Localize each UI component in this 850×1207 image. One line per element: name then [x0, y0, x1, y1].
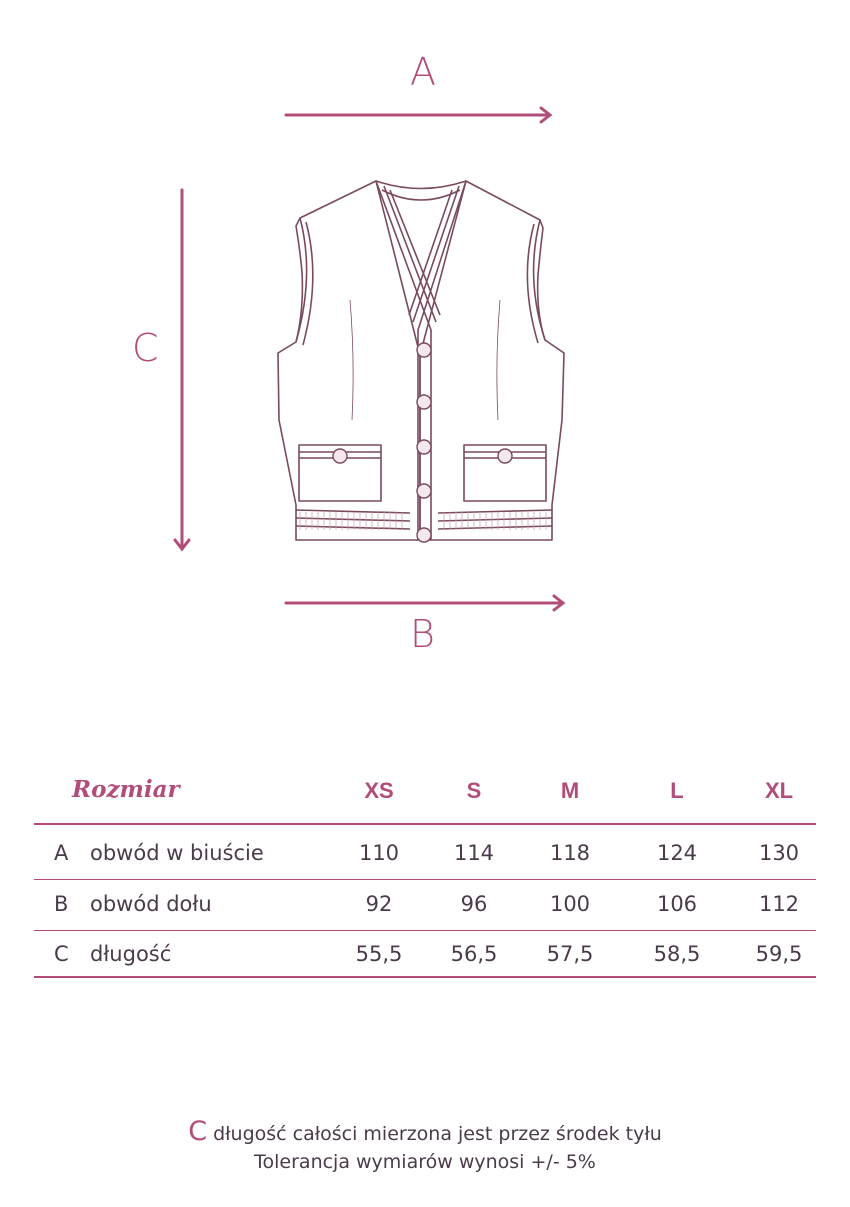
size-xl: XL [764, 778, 794, 803]
pocket-button-left [333, 449, 347, 463]
pocket-button-right [498, 449, 512, 463]
row-letter: A [54, 841, 69, 865]
size-m: M [560, 778, 580, 803]
dimension-label-a: A [410, 50, 436, 94]
row-description: długość [90, 942, 172, 966]
vest-button-4 [417, 484, 431, 498]
size-s: S [466, 778, 482, 803]
dimension-label-c: C [132, 326, 159, 370]
table-row [34, 829, 814, 879]
vest-button-3 [417, 440, 431, 454]
vest-button-2 [417, 395, 431, 409]
cell-value: 112 [758, 892, 800, 916]
size-l: L [670, 778, 684, 803]
vest-button-5 [417, 528, 431, 542]
row-letter: C [54, 942, 69, 966]
cell-value: 106 [656, 892, 698, 916]
row-letter: B [54, 892, 69, 916]
table-row [34, 880, 814, 930]
cell-value: 59,5 [755, 942, 803, 966]
size-xs: XS [364, 778, 394, 803]
cell-value: 100 [549, 892, 591, 916]
cell-value: 114 [453, 841, 495, 865]
footnote-letter: C [188, 1116, 208, 1147]
cell-value: 110 [358, 841, 400, 865]
row-description: obwód w biuście [90, 841, 264, 865]
footnote-tolerance: Tolerancja wymiarów wynosi +/- 5% [254, 1151, 596, 1173]
size-table [34, 770, 814, 966]
dimension-label-b: B [410, 612, 435, 656]
cell-value: 56,5 [450, 942, 498, 966]
cell-value: 92 [365, 892, 393, 916]
vest-button-1 [417, 343, 431, 357]
row-description: obwód dołu [90, 892, 212, 916]
footnote-text: długość całości mierzona jest przez środek tyłu [213, 1123, 662, 1145]
cell-value: 118 [549, 841, 591, 865]
cell-value: 57,5 [546, 942, 594, 966]
cell-value: 96 [460, 892, 488, 916]
footnote-measurement [0, 1116, 850, 1147]
cell-value: 58,5 [653, 942, 701, 966]
table-divider [34, 823, 816, 825]
table-divider [34, 976, 816, 978]
table-row [34, 930, 814, 980]
cell-value: 55,5 [355, 942, 403, 966]
size-header-label: Rozmiar [72, 776, 180, 803]
cell-value: 130 [758, 841, 800, 865]
cell-value: 124 [656, 841, 698, 865]
size-table-header [34, 770, 814, 822]
